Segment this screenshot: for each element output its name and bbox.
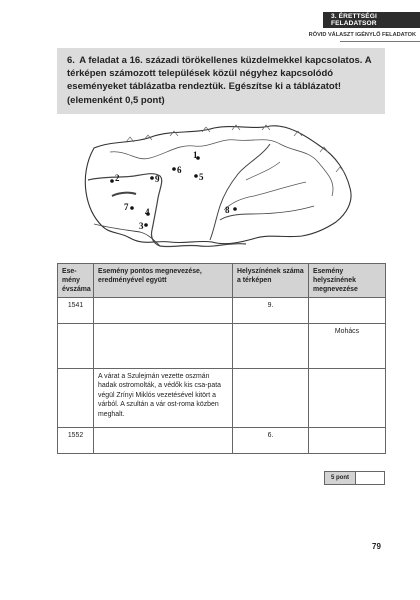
- cell-event[interactable]: [94, 298, 233, 324]
- score-label: 5 pont: [325, 472, 356, 484]
- settlement-dot-8: [233, 207, 237, 211]
- settlement-dot-9: [150, 176, 154, 180]
- header-location-name: Esemény helyszínének megnevezése: [309, 264, 386, 298]
- map-label-8: 8: [225, 205, 230, 215]
- mountain-ridge: [110, 140, 333, 196]
- table-row: [58, 298, 386, 324]
- map-label-5: 5: [199, 172, 204, 182]
- header-event-name: Esemény pontos megnevezése, eredményével együtt: [94, 264, 233, 298]
- table-row: [58, 324, 386, 369]
- cell-location[interactable]: [309, 428, 386, 454]
- country-outline: [85, 126, 351, 244]
- page-number: 79: [372, 542, 381, 551]
- szamos-river: [246, 162, 280, 180]
- danube-river: [88, 174, 246, 247]
- task-number: 6.: [67, 55, 75, 66]
- task-text: A feladat a 16. századi törökellenes küzdelmekkel kapcsolatos. A térképen számozott települések közül négyhez kapcsolódó eseményeket táblázatba rendeztük. Egészítse ki a táblázatot! (elemenként 0,5 pont): [67, 55, 372, 106]
- subsection-header: RÖVID VÁLASZT IGÉNYLŐ FELADATOK: [308, 32, 416, 38]
- settlement-dot-5: [194, 174, 198, 178]
- tisza-river: [210, 144, 270, 240]
- header-map-number: Helyszínének száma a térképen: [233, 264, 309, 298]
- cell-event[interactable]: [94, 324, 233, 369]
- cell-year[interactable]: 1552: [58, 428, 94, 454]
- map-label-1: 1: [193, 150, 198, 160]
- section-header: 3. ÉRETTSÉGI FELADATSOR: [323, 12, 420, 28]
- cell-map-number[interactable]: 9.: [233, 298, 309, 324]
- map-label-3: 3: [139, 221, 144, 231]
- map-of-hungary-icon: [74, 122, 366, 254]
- cell-year[interactable]: 1541: [58, 298, 94, 324]
- settlement-dot-7: [130, 206, 134, 210]
- balaton-lake: [112, 193, 136, 196]
- cell-location[interactable]: Mohács: [309, 324, 386, 369]
- cell-location[interactable]: [309, 369, 386, 428]
- map-label-7: 7: [124, 202, 129, 212]
- table-row: [58, 428, 386, 454]
- settlement-dot-3: [144, 223, 148, 227]
- mountain-hatching: [126, 125, 344, 172]
- table-header-row: [58, 264, 386, 298]
- header-year: Ese- mény évszáma: [58, 264, 94, 298]
- cell-year[interactable]: [58, 369, 94, 428]
- subheader-divider: [340, 41, 420, 42]
- map-svg: [74, 122, 366, 254]
- cell-map-number[interactable]: [233, 369, 309, 428]
- cell-year[interactable]: [58, 324, 94, 369]
- score-box: [324, 471, 385, 485]
- map-label-6: 6: [177, 165, 182, 175]
- events-table: [57, 263, 386, 454]
- cell-map-number[interactable]: [233, 324, 309, 369]
- settlement-dot-6: [172, 167, 176, 171]
- cell-location[interactable]: [309, 298, 386, 324]
- task-instruction-box: [57, 48, 385, 114]
- map-label-4: 4: [145, 207, 150, 217]
- cell-map-number[interactable]: 6.: [233, 428, 309, 454]
- settlement-dot-2: [110, 179, 114, 183]
- table-row: [58, 369, 386, 428]
- koros-river: [224, 182, 306, 210]
- map-label-2: 2: [115, 173, 120, 183]
- cell-event[interactable]: A várat a Szulejmán vezette oszmán hadak ostromolták, a védők kis csa-pata végül Zrínyi Miklós vezetésével kitört a várból. A szultán a vár ost-roma közben meghalt.: [94, 369, 233, 428]
- map-label-9: 9: [155, 174, 160, 184]
- score-input[interactable]: [356, 472, 384, 484]
- cell-event[interactable]: [94, 428, 233, 454]
